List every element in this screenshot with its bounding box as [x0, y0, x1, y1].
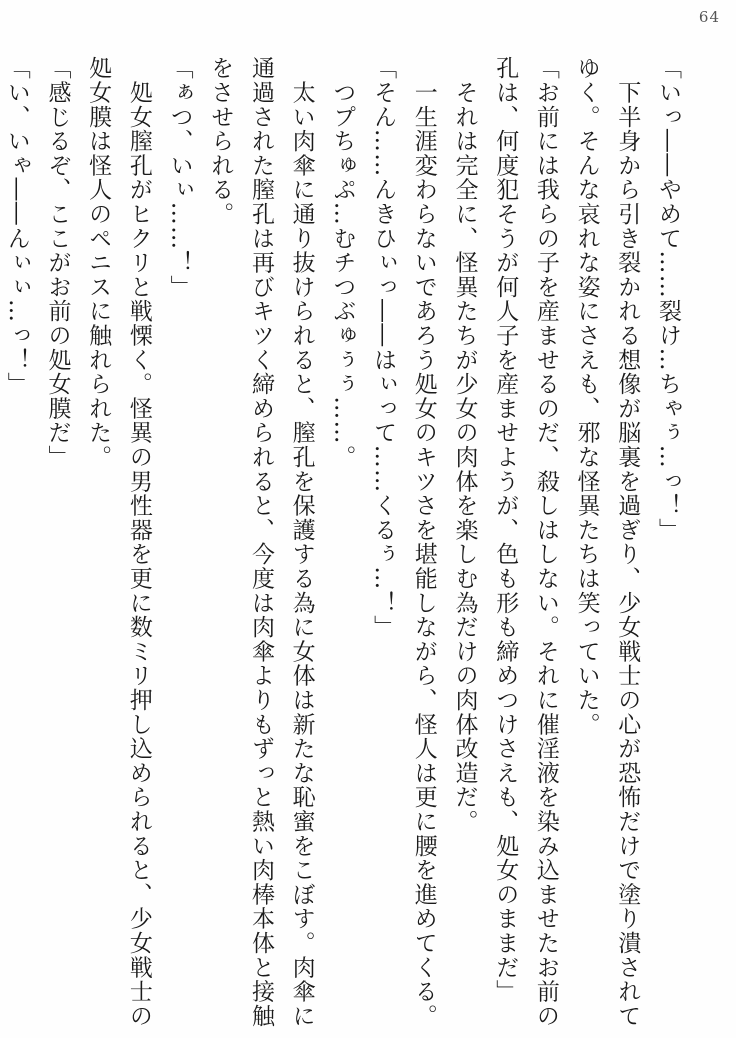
text-line: 「そん……んきひぃっ――はぃって……くるぅ…！」	[370, 56, 397, 640]
text-line: つプちゅぷ…むチつぶゅぅぅ……。	[329, 56, 356, 470]
text-line: 通過された膣孔は再びキツく締められると、今度は肉傘よりもずっと熱い肉棒本体と接触	[247, 56, 274, 1028]
text-line: 処女膣孔がヒクリと戦慄く。怪異の男性器を更に数ミリ押し込められると、少女戦士の	[125, 56, 152, 1028]
text-line: 「ぁつ、いぃ……！」	[166, 56, 193, 299]
text-line: 「いっ――やめて……裂け…ちゃぅ…っ！」	[655, 56, 681, 542]
text-line: 「お前には我らの子を産ませるのだ、殺しはしない。それに催淫液を染み込ませたお前の	[532, 56, 559, 1028]
text-line: ゆく。そんな哀れな姿にさえも、邪な怪異たちは笑っていた。	[573, 56, 600, 737]
text-line: 一生涯変わらないであろう処女のキツさを堪能しながら、怪人は更に腰を進めてくる。	[410, 56, 437, 1028]
vertical-text-body	[3, 56, 688, 1028]
text-line: 処女膜は怪人のペニスに触れられた。	[85, 56, 112, 470]
text-line: 孔は、何度犯そうが何人子を産ませようが、色も形も締めつけさえも、処女のままだ」	[492, 56, 519, 1004]
text-line: 太い肉傘に通り抜けられると、膣孔を保護する為に女体は新たな恥蜜をこぼす。肉傘に	[288, 56, 315, 1028]
text-line: それは完全に、怪異たちが少女の肉体を楽しむ為だけの肉体改造だ。	[451, 56, 478, 834]
text-line: 下半身から引き裂かれる想像が脳裏を過ぎり、少女戦士の心が恐怖だけで塗り潰されて	[614, 56, 641, 1028]
page-number: 64	[698, 8, 720, 26]
text-line: 「感じるぞ、ここがお前の処女膜だ」	[44, 56, 71, 470]
text-line: をさせられる。	[207, 56, 234, 227]
text-line: 「い、いゃ――んぃぃ…っ！」	[3, 56, 30, 397]
